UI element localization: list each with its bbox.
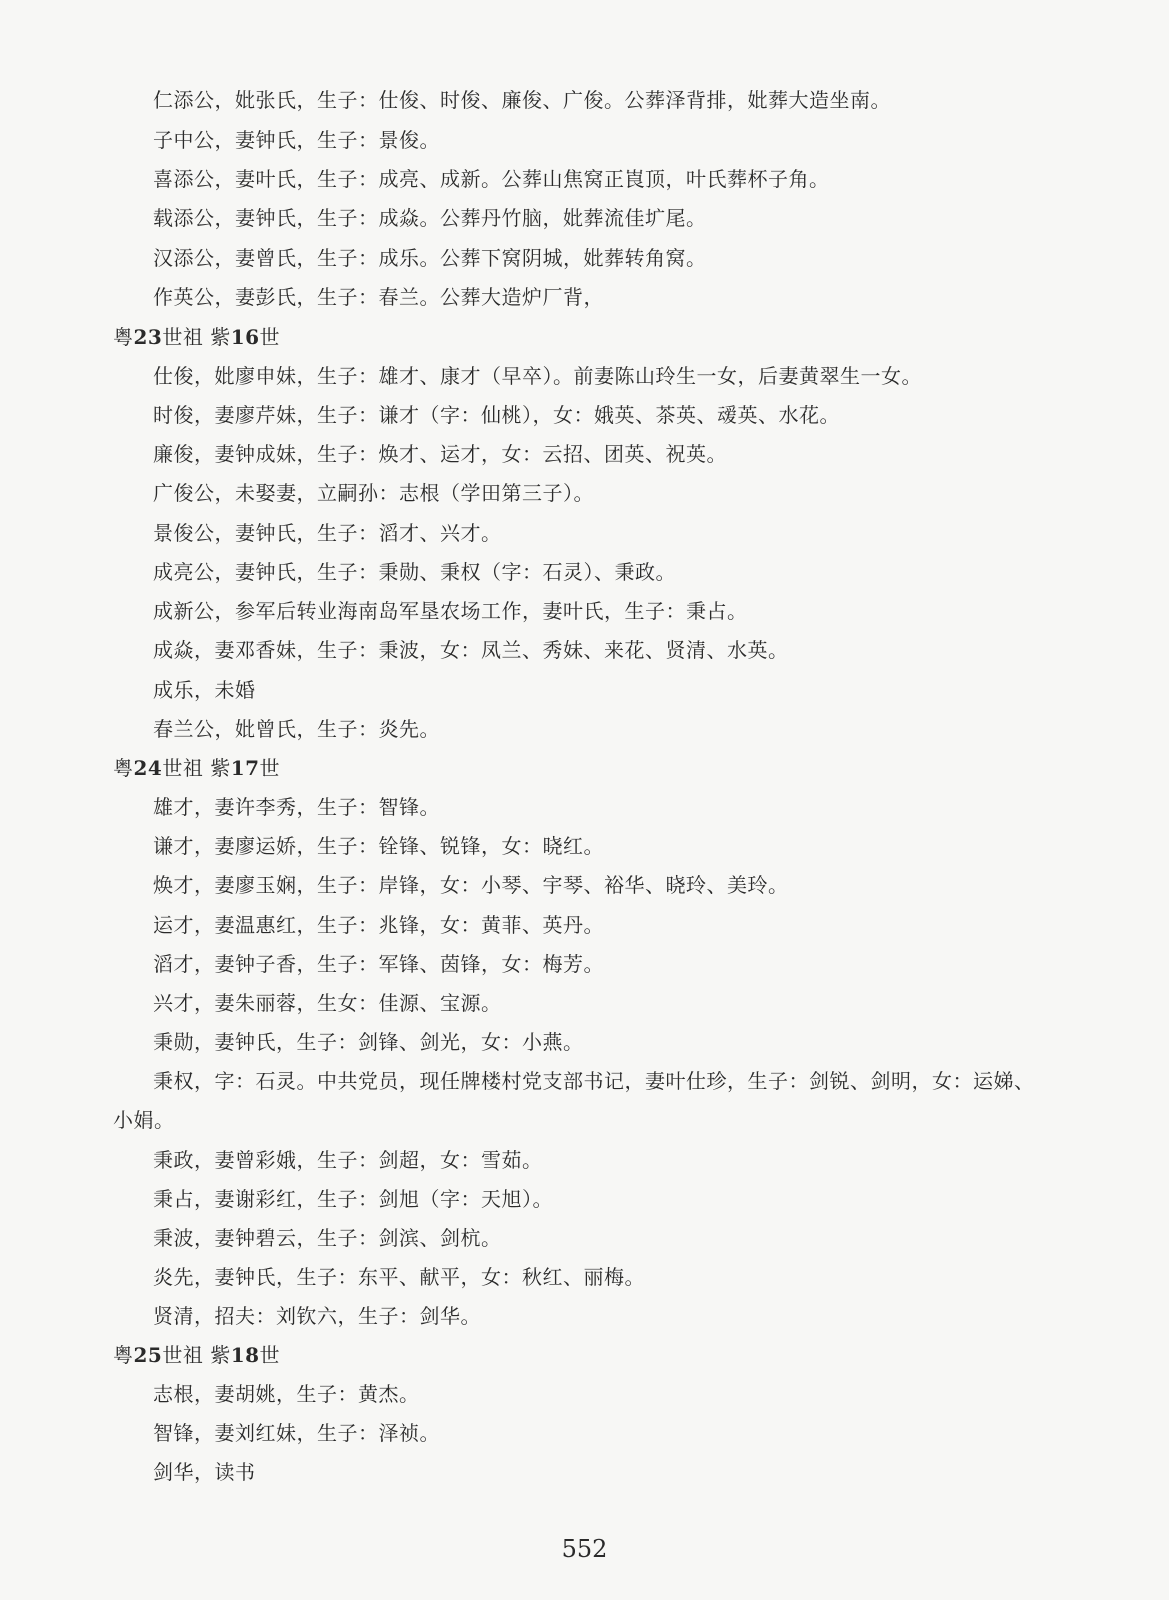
text-line: 时俊，妻廖芹妹，生子：谦才（字：仙桃），女：娥英、茶英、叆英、水花。 <box>153 403 840 427</box>
text-line: 成乐，未婚 <box>153 678 256 702</box>
text-line: 兴才，妻朱丽蓉，生女：佳源、宝源。 <box>153 991 502 1015</box>
text-line: 秉波，妻钟碧云，生子：剑滨、剑杭。 <box>153 1226 502 1250</box>
generation-heading: 粤24世祖 紫17世 <box>113 756 281 780</box>
text-line: 子中公，妻钟氏，生子：景俊。 <box>153 128 440 152</box>
text-line: 雄才，妻许李秀，生子：智锋。 <box>153 795 440 819</box>
text-line: 作英公，妻彭氏，生子：春兰。公葬大造炉厂背， <box>153 285 604 309</box>
text-line: 成亮公，妻钟氏，生子：秉勋、秉权（字：石灵）、秉政。 <box>153 560 676 584</box>
text-line: 载添公，妻钟氏，生子：成焱。公葬丹竹脑，妣葬流佳圹尾。 <box>153 206 707 230</box>
text-line: 志根，妻胡姚，生子：黄杰。 <box>153 1382 420 1406</box>
text-line: 仁添公，妣张氏，生子：仕俊、时俊、廉俊、广俊。公葬泽背排，妣葬大造坐南。 <box>153 88 891 112</box>
generation-heading: 粤23世祖 紫16世 <box>113 325 281 349</box>
text-line: 成新公，参军后转业海南岛军垦农场工作，妻叶氏，生子：秉占。 <box>153 599 748 623</box>
text-line: 喜添公，妻叶氏，生子：成亮、成新。公葬山焦窝正崀顶，叶氏葬杯子角。 <box>153 167 830 191</box>
page-number: 552 <box>561 1535 608 1563</box>
text-line: 秉权，字：石灵。中共党员，现任牌楼村党支部书记，妻叶仕珍，生子：剑锐、剑明，女：运娣、 <box>153 1069 1035 1093</box>
text-line: 仕俊，妣廖申妹，生子：雄才、康才（早卒）。前妻陈山玲生一女，后妻黄翠生一女。 <box>153 364 922 388</box>
text-line: 秉勋，妻钟氏，生子：剑锋、剑光，女：小燕。 <box>153 1030 584 1054</box>
text-line: 秉占，妻谢彩红，生子：剑旭（字：天旭）。 <box>153 1187 553 1211</box>
text-line: 炎先，妻钟氏，生子：东平、献平，女：秋红、丽梅。 <box>153 1265 645 1289</box>
text-line: 谦才，妻廖运娇，生子：铨锋、锐锋，女：晓红。 <box>153 834 604 858</box>
text-line: 智锋，妻刘红妹，生子：泽祯。 <box>153 1421 440 1445</box>
text-line: 成焱，妻邓香妹，生子：秉波，女：凤兰、秀妹、来花、贤清、水英。 <box>153 638 789 662</box>
text-line: 景俊公，妻钟氏，生子：滔才、兴才。 <box>153 521 502 545</box>
text-line: 廉俊，妻钟成妹，生子：焕才、运才，女：云招、团英、祝英。 <box>153 442 727 466</box>
text-line: 运才，妻温惠红，生子：兆锋，女：黄菲、英丹。 <box>153 913 604 937</box>
text-line: 滔才，妻钟子香，生子：军锋、茵锋，女：梅芳。 <box>153 952 604 976</box>
text-line: 剑华，读书 <box>153 1460 256 1484</box>
generation-heading: 粤25世祖 紫18世 <box>113 1343 281 1367</box>
text-line: 贤清，招夫：刘钦六，生子：剑华。 <box>153 1304 481 1328</box>
text-line: 广俊公，未娶妻，立嗣孙：志根（学田第三子）。 <box>153 481 594 505</box>
text-line: 秉政，妻曾彩娥，生子：剑超，女：雪茹。 <box>153 1148 543 1172</box>
text-line: 焕才，妻廖玉娴，生子：岸锋，女：小琴、宇琴、裕华、晓玲、美玲。 <box>153 873 789 897</box>
text-line-continuation: 小娟。 <box>113 1108 175 1132</box>
text-line: 春兰公，妣曾氏，生子：炎先。 <box>153 717 440 741</box>
text-line: 汉添公，妻曾氏，生子：成乐。公葬下窝阴城，妣葬转角窝。 <box>153 246 707 270</box>
